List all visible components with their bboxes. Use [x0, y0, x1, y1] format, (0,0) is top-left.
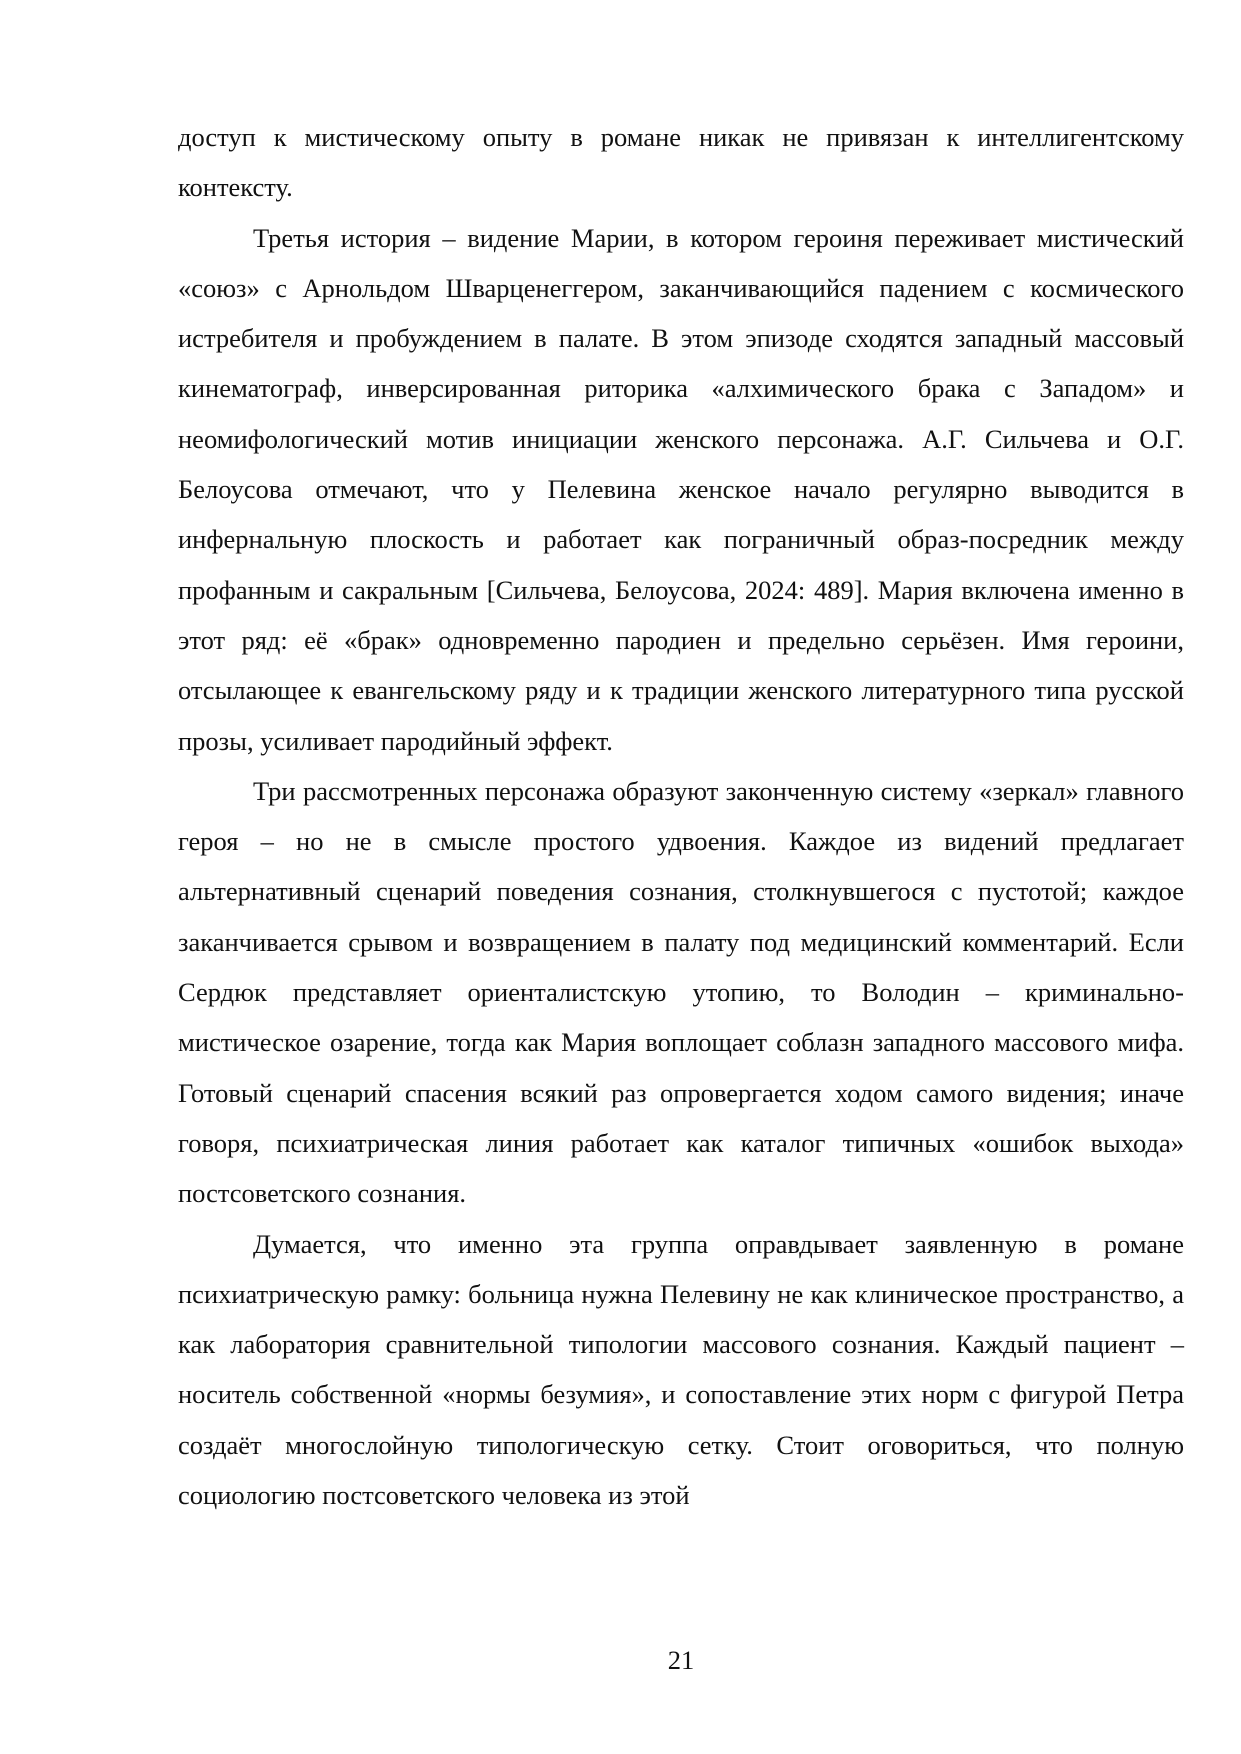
paragraph-continuation: доступ к мистическому опыту в романе никак не привязан к интеллигентскому контексту.	[178, 122, 1184, 203]
page-body-text	[178, 112, 1184, 1520]
paragraph-maria-vision: Третья история – видение Марии, в котором героиня переживает мистический «союз» с Арнольдом Шварценеггером, заканчивающийся падением с космического истребителя и пробуждением в палате. В этом эпизоде сходятся западный массовый кинематограф, инверсированная риторика «алхимического брака с Западом» и неомифологический мотив инициации женского персонажа. А.Г. Сильчева и О.Г. Белоусова отмечают, что у Пелевина женское начало регулярно выводится в инфернальную плоскость и работает как пограничный образ-посредник между профанным и сакральным [Сильчева, Белоусова, 2024: 489]. Мария включена именно в этот ряд: её «брак» одновременно пародиен и предельно серьёзен. Имя героини, отсылающее к евангельскому ряду и к традиции женского литературного типа русской прозы, усиливает пародийный эффект.	[178, 222, 1184, 756]
paragraph-psychiatric-frame: Думается, что именно эта группа оправдывает заявленную в романе психиатрическую рамку: больница нужна Пелевину не как клиническое пространство, а как лаборатория сравнительной типологии массового сознания. Каждый пациент – носитель собственной «нормы безумия», и сопоставление этих норм с фигурой Петра создаёт многослойную типологическую сетку. Стоит оговориться, что полную социологию постсоветского человека из этой	[178, 1228, 1184, 1511]
page-number: 21	[667, 1645, 695, 1675]
paragraph-mirror-system: Три рассмотренных персонажа образуют законченную систему «зеркал» главного героя – но не в смысле простого удвоения. Каждое из видений предлагает альтернативный сценарий поведения сознания, столкнувшегося с пустотой; каждое заканчивается срывом и возвращением в палату под медицинский комментарий. Если Сердюк представляет ориенталистскую утопию, то Володин – криминально-мистическое озарение, тогда как Мария воплощает соблазн западного массового мифа. Готовый сценарий спасения всякий раз опровергается ходом самого видения; иначе говоря, психиатрическая линия работает как каталог типичных «ошибок выхода» постсоветского сознания.	[178, 775, 1184, 1209]
